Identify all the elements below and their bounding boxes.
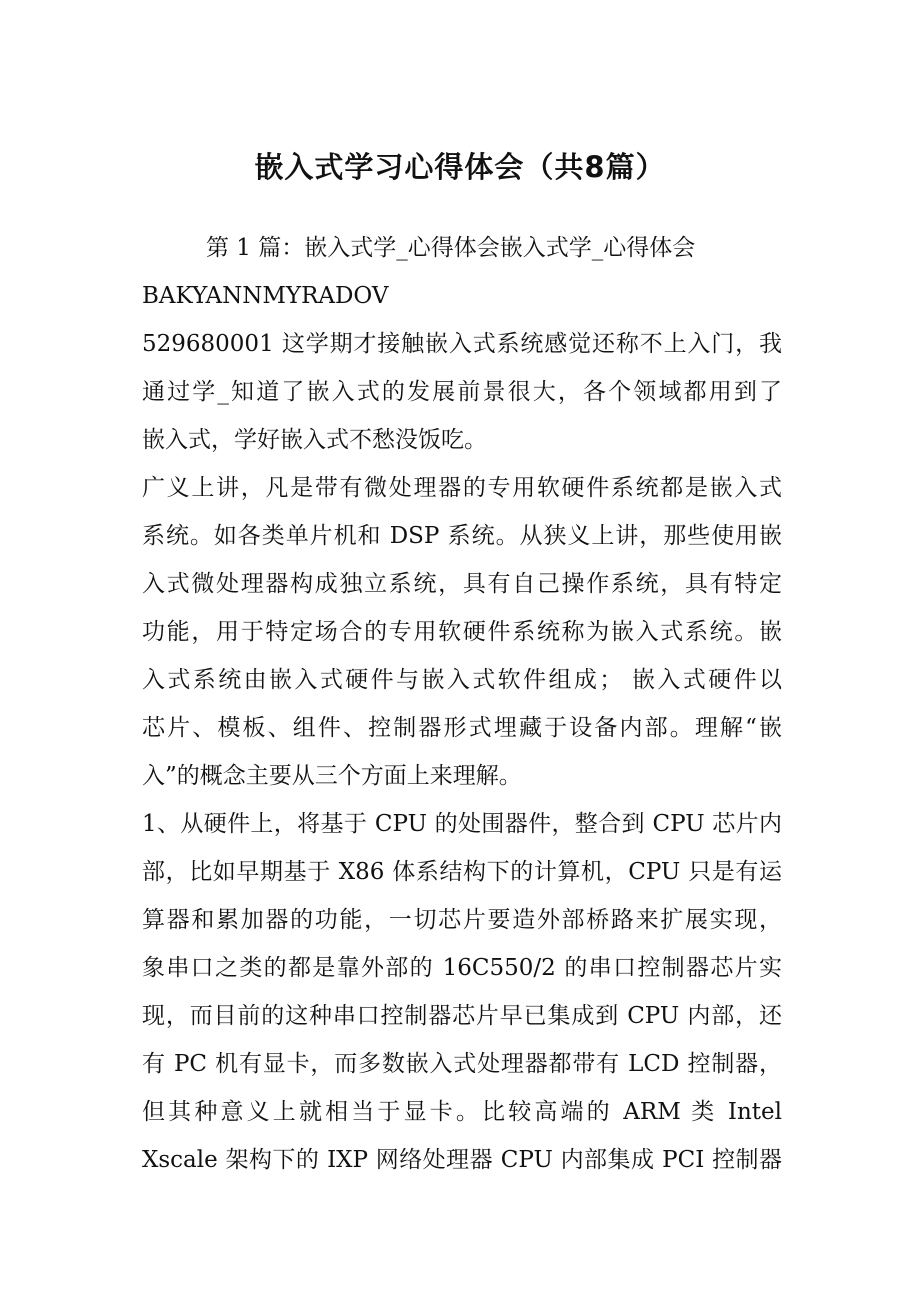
body-line: 通过学_知道了嵌入式的发展前景很大，各个领域都用到了 xyxy=(142,379,782,405)
body-line: 部，比如早期基于 X86 体系结构下的计算机，CPU 只是有运 xyxy=(142,859,782,885)
body-line: 1、从硬件上，将基于 CPU 的处围器件，整合到 CPU 芯片内 xyxy=(142,811,782,837)
body-line: 算器和累加器的功能，一切芯片要造外部桥路来扩展实现， xyxy=(142,907,782,933)
body-line: 现，而目前的这种串口控制器芯片早已集成到 CPU 内部，还 xyxy=(142,1003,782,1029)
document-title: 嵌入式学习心得体会（共8篇） xyxy=(254,150,666,184)
body-line: 象串口之类的都是靠外部的 16C550/2 的串口控制器芯片实 xyxy=(142,955,782,981)
body-line: 系统。如各类单片机和 DSP 系统。从狭义上讲，那些使用嵌 xyxy=(142,523,782,549)
body-line: 广义上讲，凡是带有微处理器的专用软硬件系统都是嵌入式 xyxy=(142,475,782,501)
body-line: Xscale 架构下的 IXP 网络处理器 CPU 内部集成 PCI 控制器 xyxy=(142,1147,782,1173)
body-line: 嵌入式，学好嵌入式不愁没饭吃。 xyxy=(142,427,487,453)
document-body xyxy=(142,224,782,1184)
body-line: 入”的概念主要从三个方面上来理解。 xyxy=(142,763,522,789)
body-line: 芯片、模板、组件、控制器形式埋藏于设备内部。理解“嵌 xyxy=(142,715,782,741)
body-line: 入式微处理器构成独立系统，具有自己操作系统，具有特定 xyxy=(142,571,782,597)
body-line: 529680001 这学期才接触嵌入式系统感觉还称不上入门，我 xyxy=(142,331,782,357)
chapter-heading: 第 1 篇：嵌入式学_心得体会嵌入式学_心得体会 xyxy=(206,235,696,261)
body-line: 但其种意义上就相当于显卡。比较高端的 ARM 类 Intel xyxy=(142,1099,782,1125)
body-line: 功能，用于特定场合的专用软硬件系统称为嵌入式系统。嵌 xyxy=(142,619,782,645)
body-line: 入式系统由嵌入式硬件与嵌入式软件组成； 嵌入式硬件以 xyxy=(142,667,782,693)
author-name: BAKYANNMYRADOV xyxy=(142,283,389,309)
body-line: 有 PC 机有显卡，而多数嵌入式处理器都带有 LCD 控制器， xyxy=(142,1051,782,1077)
